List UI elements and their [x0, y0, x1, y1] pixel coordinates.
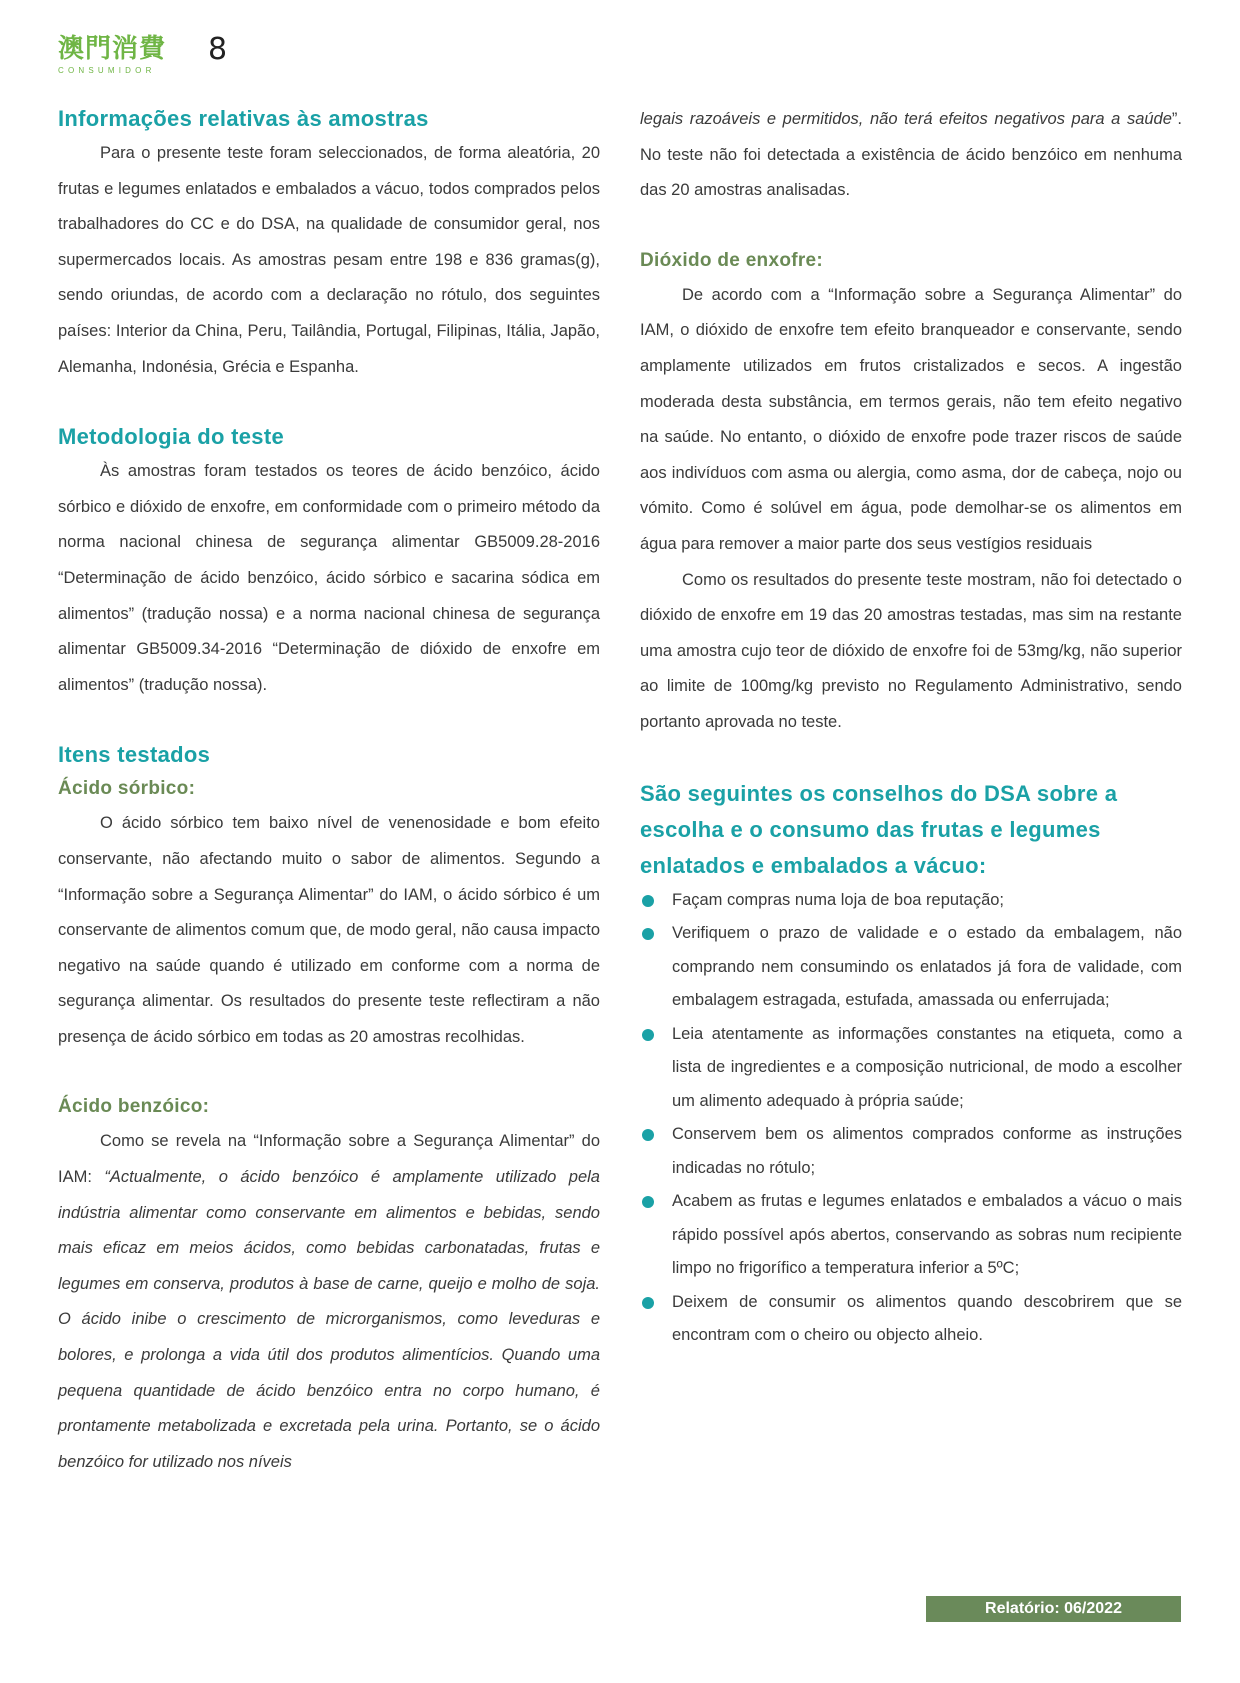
left-column: [58, 102, 600, 1480]
bullet-dot-icon: [642, 1129, 654, 1141]
report-number-badge: Relatório: 06/2022: [926, 1596, 1181, 1622]
advice-list: [640, 884, 1182, 1353]
benzoic-acid-continuation: [640, 102, 1182, 209]
bullet-dot-icon: [642, 1297, 654, 1309]
sorbic-acid-paragraph: O ácido sórbico tem baixo nível de venenosidade e bom efeito conservante, não afectando muito o sabor de alimentos. Segundo a “Informação sobre a Segurança Alimentar” do IAM, o ácido sórbico é um conservante de alimentos comum que, de modo geral, não causa impacto negativo na saúde quando é utilizado em conforme com a norma de segurança alimentar. Os resultados do presente teste reflectiram a não presença de ácido sórbico em todas as 20 amostras recolhidas.: [58, 814, 600, 1046]
methodology-paragraph: Às amostras foram testados os teores de ácido benzóico, ácido sórbico e dióxido de enxofre, em conformidade com o primeiro método da norma nacional chinesa de segurança alimentar GB5009.28-2016 “Determinação de ácido benzóico, ácido sórbico e sacarina sódica em alimentos” (tradução nossa) e a norma nacional chinesa de segurança alimentar GB5009.34-2016 “Determinação de dióxido de enxofre em alimentos” (tradução nossa).: [58, 462, 600, 694]
benzoic-acid-result: ”. No teste não foi detectada a existência de ácido benzóico em nenhuma das 20 amostras analisadas.: [640, 110, 1182, 200]
sulfur-dioxide-paragraph-2: Como os resultados do presente teste mostram, não foi detectado o dióxido de enxofre em 19 das 20 amostras testadas, mas sim na restante uma amostra cujo teor de dióxido de enxofre foi de 53mg/kg, não superior ao limite de 100mg/kg previsto no Regulamento Administrativo, sendo portanto aprovada no teste.: [640, 570, 1182, 731]
sulfur-dioxide-paragraph-1: De acordo com a “Informação sobre a Segurança Alimentar” do IAM, o dióxido de enxofre tem efeito branqueador e conservante, sendo amplamente utilizados em frutos cristalizados e secos. A ingestão moderada desta substância, em termos gerais, não tem efeito negativo na saúde. No entanto, o dióxido de enxofre pode trazer riscos de saúde aos indivíduos com asma ou alergia, como asma, dor de cabeça, nojo ou vómito. Como é solúvel em água, pode demolhar-se os alimentos em água para remover a maior parte dos seus vestígios residuais: [640, 285, 1182, 553]
bullet-dot-icon: [642, 1029, 654, 1041]
benzoic-acid-intro: Como se revela na “Informação sobre a Segurança Alimentar” do IAM:: [58, 1132, 600, 1187]
benzoic-acid-paragraph: [58, 1124, 600, 1480]
page-number: 8: [208, 32, 228, 67]
advice-title: São seguintes os conselhos do DSA sobre a escolha e o consumo das frutas e legumes enlatados e embalados a vácuo:: [640, 780, 1118, 878]
consumer-council-logo: [58, 34, 178, 76]
advice-item: Façam compras numa loja de boa reputação;: [640, 884, 1182, 918]
advice-item: Deixem de consumir os alimentos quando descobrirem que se encontram com o cheiro ou objecto alheio.: [640, 1286, 1182, 1353]
advice-item: Conservem bem os alimentos comprados conforme as instruções indicadas no rótulo;: [640, 1118, 1182, 1185]
logo-english-text: CONSUMIDOR: [58, 66, 156, 75]
bullet-dot-icon: [642, 895, 654, 907]
subsection-title-benzoic-acid: Ácido benzóico:: [58, 1096, 210, 1118]
bullet-dot-icon: [642, 928, 654, 940]
section-title-samples: Informações relativas às amostras: [58, 106, 429, 131]
benzoic-acid-quote: “Actualmente, o ácido benzóico é amplamente utilizado pela indústria alimentar como conservante em alimentos e bebidas, sendo mais eficaz em meios ácidos, como bebidas carbonatadas, frutas e legumes em conserva, produtos à base de carne, queijo e molho de soja. O ácido inibe o crescimento de microrganismos, como leveduras e bolores, e prolonga a vida útil dos produtos alimentícios. Quando uma pequena quantidade de ácido benzóico entra no corpo humano, é prontamente metabolizada e excretada pela urina. Portanto, se o ácido benzóico for utilizado nos níveis: [58, 1168, 600, 1471]
benzoic-acid-quote-end: legais razoáveis e permitidos, não terá efeitos negativos para a saúde: [640, 110, 1172, 128]
logo-chinese-text: 澳門消費: [58, 34, 167, 64]
subsection-title-sulfur-dioxide: Dióxido de enxofre:: [640, 249, 824, 271]
section-title-methodology: Metodologia do teste: [58, 424, 284, 450]
advice-item: Leia atentamente as informações constantes na etiqueta, como a lista de ingredientes e a composição nutricional, de modo a escolher um alimento adequado à própria saúde;: [640, 1018, 1182, 1119]
samples-paragraph: Para o presente teste foram seleccionados, de forma aleatória, 20 frutas e legumes enlatados e embalados a vácuo, todos comprados pelos trabalhadores do CC e do DSA, na qualidade de consumidor geral, nos supermercados locais. As amostras pesam entre 198 e 836 gramas(g), sendo oriundas, de acordo com a declaração no rótulo, dos seguintes países: Interior da China, Peru, Tailândia, Portugal, Filipinas, Itália, Japão, Alemanha, Indonésia, Grécia e Espanha.: [58, 144, 600, 376]
bullet-dot-icon: [642, 1196, 654, 1208]
advice-item: Acabem as frutas e legumes enlatados e embalados a vácuo o mais rápido possível após abertos, conservando as sobras num recipiente limpo no frigorífico a temperatura inferior a 5ºC;: [640, 1185, 1182, 1286]
section-title-tested-items: Itens testados: [58, 742, 211, 768]
right-column: [640, 102, 1182, 1353]
advice-item: Verifiquem o prazo de validade e o estado da embalagem, não comprando nem consumindo os enlatados já fora de validade, com embalagem estragada, estufada, amassada ou enferrujada;: [640, 917, 1182, 1018]
subsection-title-sorbic-acid: Ácido sórbico:: [58, 778, 196, 800]
